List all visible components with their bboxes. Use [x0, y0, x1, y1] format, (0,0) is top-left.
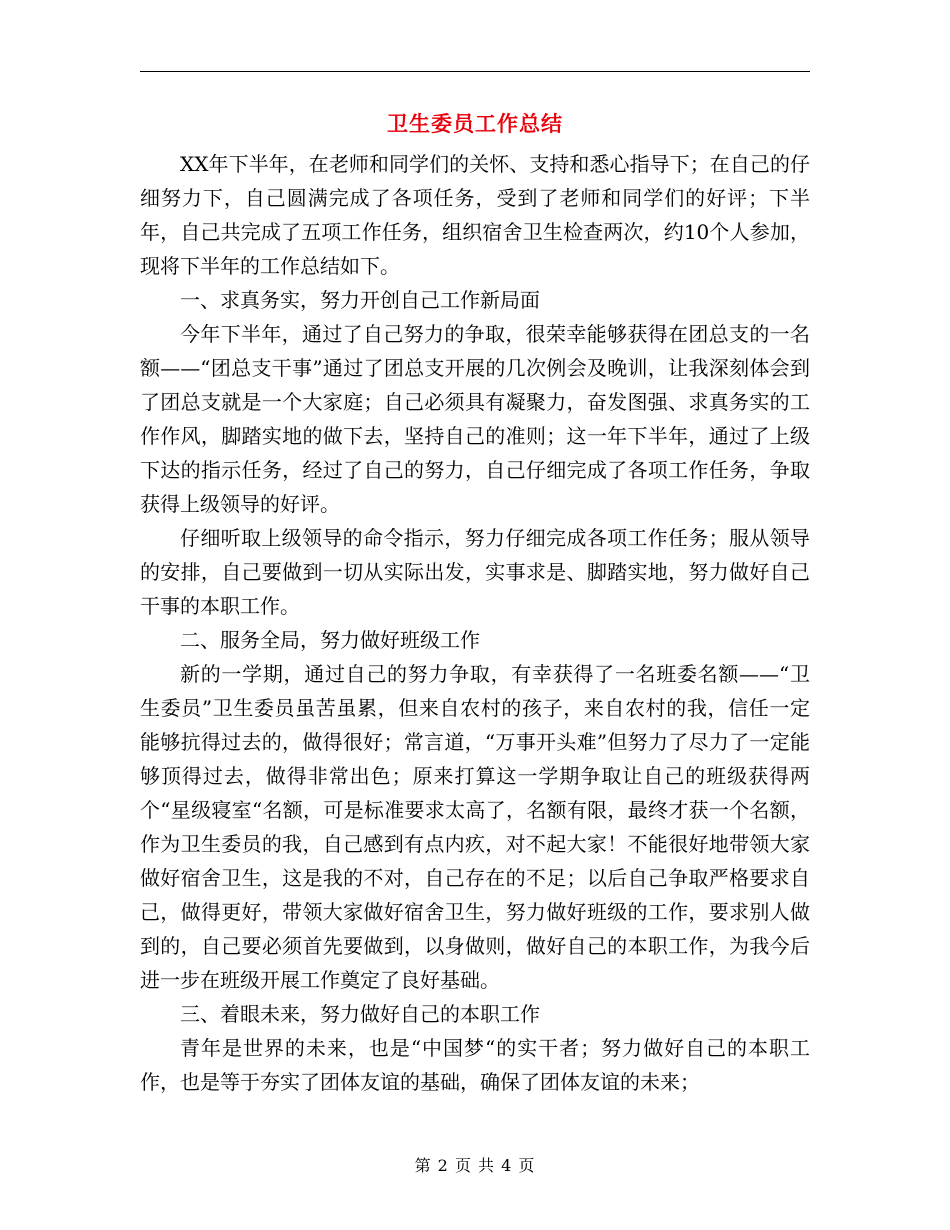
section-heading-1: 一、求真务实，努力开创自己工作新局面 [180, 288, 540, 312]
paragraph-section-3: 青年是世界的未来，也是“中国梦“的实干者；努力做好自己的本职工作，也是等于夯实了团体友谊的基础，确保了团体友谊的未来； [140, 1036, 810, 1094]
paragraph-intro: XX年下半年，在老师和同学们的关怀、支持和悉心指导下；在自己的仔细努力下，自己圆满完成了各项任务，受到了老师和同学们的好评；下半年，自己共完成了五项工作任务，组织宿舍卫生检查两次，约10个人参加，现将下半年的工作总结如下。 [140, 152, 810, 278]
document-body [140, 147, 810, 1099]
header-rule [140, 71, 810, 72]
paragraph-section-1-b: 仔细听取上级领导的命令指示，努力仔细完成各项工作任务；服从领导的安排，自己要做到一切从实际出发，实事求是、脚踏实地，努力做好自己干事的本职工作。 [140, 526, 810, 618]
paragraph-section-1-a: 今年下半年，通过了自己努力的争取，很荣幸能够获得在团总支的一名额——“团总支干事”通过了团总支开展的几次例会及晚训，让我深刻体会到了团总支就是一个大家庭；自己必须具有凝聚力，奋发图强、求真务实的工作作风，脚踏实地的做下去，坚持自己的准则；这一年下半年，通过了上级下达的指示任务，经过了自己的努力，自己仔细完成了各项工作任务，争取获得上级领导的好评。 [140, 322, 810, 516]
section-heading-3: 三、着眼未来，努力做好自己的本职工作 [180, 1002, 540, 1026]
page-footer: 第 2 页 共 4 页 [414, 1156, 536, 1175]
document-title: 卫生委员工作总结 [387, 111, 563, 136]
paragraph-section-2: 新的一学期，通过自己的努力争取，有幸获得了一名班委名额——“卫生委员”卫生委员虽苦虽累，但来自农村的孩子，来自农村的我，信任一定能够抗得过去的，做得很好；常言道，“万事开头难”但努力了尽力了一定能够顶得过去，做得非常出色；原来打算这一学期争取让自己的班级获得两个“星级寝室“名额，可是标准要求太高了，名额有限，最终才获一个名额，作为卫生委员的我，自己感到有点内疚，对不起大家！不能很好地带领大家做好宿舍卫生，这是我的不对，自己存在的不足；以后自己争取严格要求自己，做得更好，带领大家做好宿舍卫生，努力做好班级的工作，要求别人做到的，自己要必须首先要做到，以身做则，做好自己的本职工作，为我今后进一步在班级开展工作奠定了良好基础。 [140, 662, 810, 992]
section-heading-2: 二、服务全局，努力做好班级工作 [180, 628, 480, 652]
